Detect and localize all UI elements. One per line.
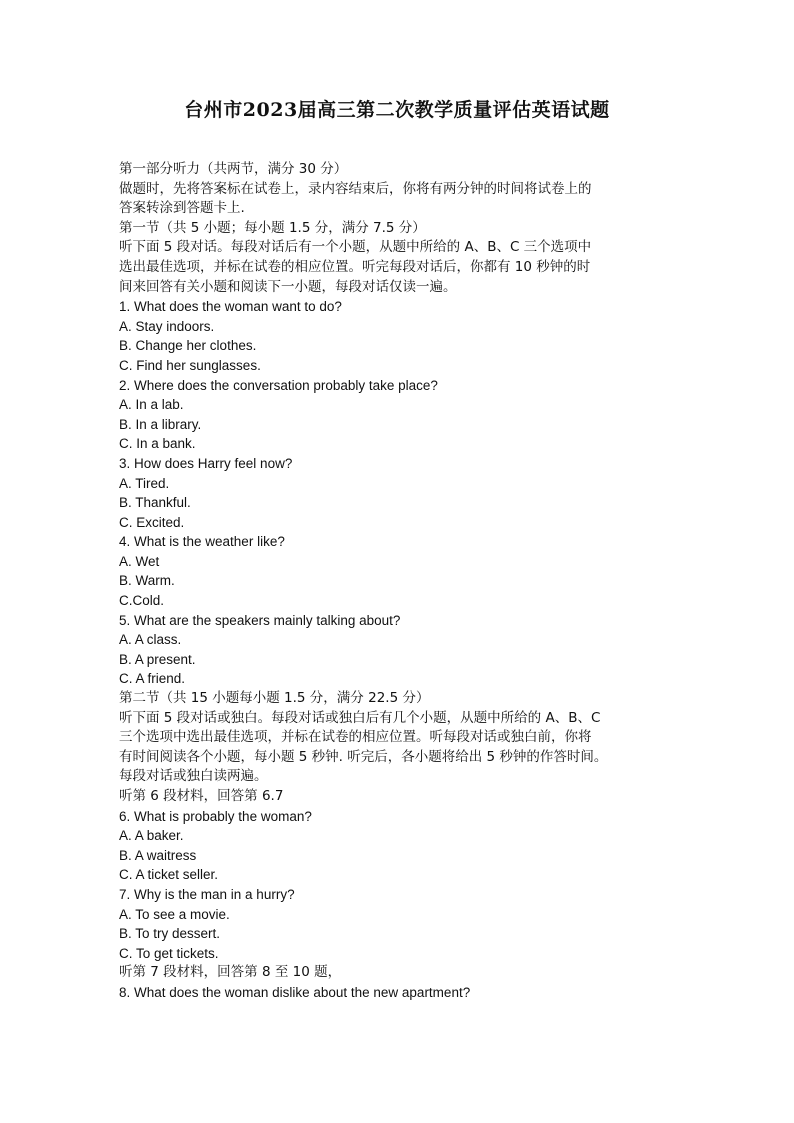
exam-content (119, 160, 679, 1003)
instruction-line: 听下面 5 段对话或独白。每段对话或独白后有几个小题，从题中所给的 A、B、C (119, 709, 601, 726)
option: A. A baker. (119, 828, 184, 844)
option: C. Excited. (119, 514, 185, 530)
instruction-line: 选出最佳选项，并标在试卷的相应位置。听完每段对话后，你都有 10 秒钟的时 (119, 258, 591, 275)
question-7: 7. Why is the man in a hurry? (119, 886, 295, 902)
option: C. Find her sunglasses. (119, 357, 261, 373)
instruction-line: 间来回答有关小题和阅读下一小题，每段对话仅读一遍。 (119, 278, 457, 295)
instruction-line: 做题时，先将答案标在试卷上，录内容结束后，你将有两分钟的时间将试卷上的 (119, 180, 592, 197)
option: C. A ticket seller. (119, 867, 219, 883)
option: B. To try dessert. (119, 926, 221, 942)
option: B. Change her clothes. (119, 338, 257, 354)
option: A. A class. (119, 632, 182, 648)
option: A. In a lab. (119, 397, 184, 413)
option: C.Cold. (119, 593, 165, 609)
option: A. Stay indoors. (119, 318, 215, 334)
instruction-line: 三个选项中选出最佳选项，并标在试卷的相应位置。听每段对话或独白前，你将 (119, 729, 592, 746)
section-two-heading: 第二节（共 15 小题每小题 1.5 分，满分 22.5 分） (119, 690, 430, 707)
page-title: 台州市2023届高三第二次教学质量评估英语试题 (184, 99, 610, 121)
option: B. In a library. (119, 416, 202, 432)
instruction-line: 每段对话或独白读两遍。 (119, 768, 268, 785)
option: A. Wet (119, 553, 160, 569)
question-3: 3. How does Harry feel now? (119, 455, 293, 471)
question-5: 5. What are the speakers mainly talking about? (119, 612, 401, 628)
option: C. A friend. (119, 671, 186, 687)
instruction-line: 答案转涂到答题卡上. (119, 200, 245, 217)
instruction-line: 有时间阅读各个小题，每小题 5 秒钟. 听完后，各小题将给出 5 秒钟的作答时间。 (119, 748, 608, 765)
material-heading: 听第 7 段材料，回答第 8 至 10 题， (119, 964, 342, 981)
question-4: 4. What is the weather like? (119, 534, 285, 550)
option: A. To see a movie. (119, 906, 230, 922)
question-6: 6. What is probably the woman? (119, 808, 312, 824)
section-one-heading: 第一节（共 5 小题；每小题 1.5 分，满分 7.5 分） (119, 219, 426, 236)
part-one-heading: 第一部分听力（共两节，满分 30 分） (119, 161, 348, 177)
question-1: 1. What does the woman want to do? (119, 299, 342, 315)
instruction-line: 听下面 5 段对话。每段对话后有一个小题，从题中所给的 A、B、C 三个选项中 (119, 239, 592, 256)
option: C. To get tickets. (119, 945, 219, 961)
question-2: 2. Where does the conversation probably take place? (119, 377, 438, 393)
option: A. Tired. (119, 475, 170, 491)
question-8: 8. What does the woman dislike about the new apartment? (119, 984, 471, 1000)
option: B. A waitress (119, 847, 197, 863)
material-heading: 听第 6 段材料，回答第 6.7 (119, 788, 284, 804)
option: B. Thankful. (119, 495, 191, 511)
option: B. A present. (119, 651, 196, 667)
option: C. In a bank. (119, 436, 196, 452)
option: B. Warm. (119, 573, 175, 589)
